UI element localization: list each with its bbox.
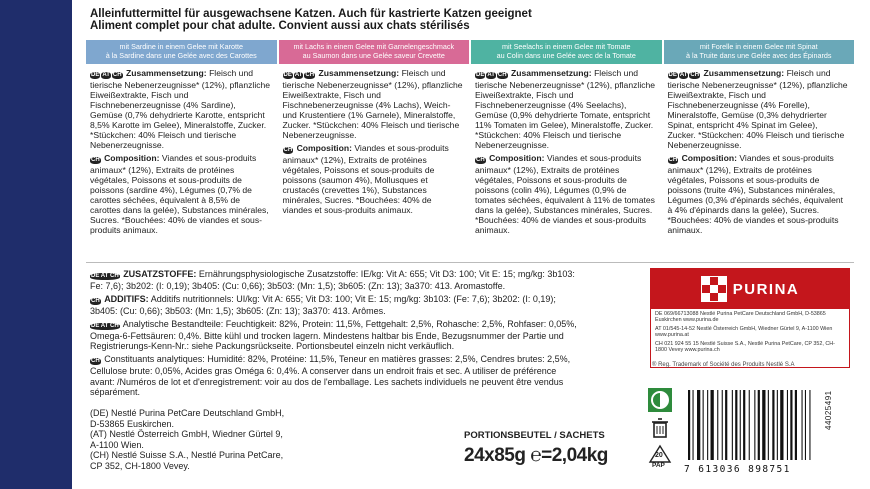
- country-flags: [90, 70, 124, 80]
- product-header: [90, 8, 532, 32]
- flag-at-icon: AT: [102, 72, 110, 78]
- flag-ch-icon: CH: [690, 72, 700, 78]
- barcode-bar: [790, 390, 792, 460]
- recycle-label: PAP: [652, 462, 665, 469]
- variety-band-de: mit Sardine in einem Gelee mit Karotte: [119, 42, 243, 51]
- address-line: A-1100 Wien.: [90, 439, 144, 450]
- barcode-bar: [711, 390, 714, 460]
- composition-label-fr: Composition:: [681, 153, 737, 163]
- variety-composition: [86, 64, 277, 238]
- purina-contact-box: [650, 268, 850, 368]
- composition-label-de: Zusammensetzung:: [125, 68, 207, 78]
- address-line: (DE) Nestlé Purina PetCare Deutschland GmbH,: [90, 408, 285, 418]
- flag-ch-icon: CH: [112, 72, 122, 78]
- barcode-bar: [743, 390, 745, 460]
- variety-band: [471, 40, 662, 64]
- section-divider: [86, 262, 854, 263]
- barcode-number: 7 613036 898751: [684, 464, 791, 475]
- country-flags: [283, 70, 317, 80]
- flag-ch-icon: CH: [668, 157, 678, 163]
- variety-band-de: mit Lachs in einem Gelee mit Garnelengeschmack: [293, 42, 455, 51]
- variety-column-salmon: [279, 40, 470, 258]
- country-flags: [668, 70, 702, 80]
- barcode-bar: [802, 390, 803, 460]
- additives-section: [90, 269, 580, 399]
- purina-logo: [651, 269, 849, 309]
- flag-ch-icon: CH: [283, 147, 293, 153]
- variety-column-coalfish: [471, 40, 662, 258]
- barcode-bar: [735, 390, 737, 460]
- address-line: (CH) Nestlé Suisse S.A., Nestlé Purina PetCare,: [90, 450, 284, 461]
- composition-text-de: Fleisch und tierische Nebenerzeugnisse* (12%), pflanzliche Eiweißextrakte, Fisch und Fischnebenerzeugnisse (4% Lachs), Weich- und Krustentiere (1% Garnele), Mineralstoffe, Zucker. *Stückchen: 40% Fleisch und tierische Nebenerzeugnisse.: [282, 68, 463, 140]
- additives-label-fr: ADDITIFS:: [104, 293, 149, 304]
- barcode-bar: [732, 390, 733, 460]
- composition-text-fr: Viandes et sous-produits animaux* (12%), Extraits de protéines végétales, Poissons et sous-produits de poissons (sardine 4%), Légumes (0,7% de carottes séchées, équivalent à 8,5% de carottes dans la gelée), Substances minérales, Sucres. *Bouchées: 40% de viandes et sous-produits animaux.: [90, 153, 269, 235]
- barcode-bar: [703, 390, 704, 460]
- label-panel: [72, 0, 870, 489]
- bin-disposal-icon: [648, 416, 672, 440]
- manufacturer-address: [90, 408, 430, 472]
- barcode-bar: [777, 390, 778, 460]
- composition-label-fr: Composition:: [104, 153, 160, 163]
- header-fr: Aliment complet pour chat adulte. Convient aussi aux chats stérilisés: [90, 20, 470, 32]
- composition-label-fr: Composition:: [296, 143, 352, 153]
- flag-at-icon: AT: [294, 72, 303, 78]
- flag-group-icon: DE AT CH: [91, 322, 119, 329]
- flag-de-icon: DE: [476, 72, 485, 78]
- barcode-bar: [780, 390, 783, 460]
- address-line: (AT) Nestlé Österreich GmbH, Wiedner Gürtel 9,: [90, 429, 283, 440]
- flag-ch-icon: CH: [91, 157, 100, 163]
- header-de: Alleinfuttermittel für ausgewachsene Katzen. Auch für kastrierte Katzen geeignet: [90, 8, 532, 20]
- barcode-bar: [758, 390, 760, 460]
- barcode-bar: [795, 390, 797, 460]
- variety-columns: [86, 40, 854, 258]
- barcode-bar: [754, 390, 755, 460]
- barcode-bar: [697, 390, 700, 460]
- barcode-bar: [809, 390, 810, 460]
- flag-ch-icon: CH: [476, 157, 485, 163]
- variety-composition: [664, 64, 855, 238]
- analysis-text-de: Analytische Bestandteile: Feuchtigkeit: 82%, Protein: 11,5%, Fettgehalt: 2,5%, Rohasche: 2,5%, Rohfaser: 0,05%, Omega-6-Fettsäuren: 0,4%. Bitte kühl und trocken lagern. Mindestens haltbar bis Ende, Bezugsnummer der Partie und Registrierungs-Kenn-Nr.: siehe Packungsrückseite. Portionsbeutel einzeln nicht verkäuflich.: [90, 318, 577, 352]
- flag-de-icon: DE: [91, 72, 100, 78]
- analysis-text-fr: Constituants analytiques: Humidité: 82%, Protéine: 11,5%, Teneur en matières grasses: 2,5%, Cendres brutes: 2,5%, Cellulose brute: 0,05%, Acides gras Oméga 6: 0,4%. A conserver dans un endroit frais et sec. A utiliser de préférence avant: /Numéros de lot et d'enregistrement: voir au dos de l'emballage. Les sachets individuels ne peuvent être vendus séparément.: [90, 353, 571, 398]
- variety-band: [664, 40, 855, 64]
- variety-column-sardine: [86, 40, 277, 258]
- flag-ch-icon: CH: [91, 297, 100, 304]
- variety-band-fr: au Colin dans une Gelée avec de la Tomate: [496, 50, 636, 60]
- barcode-bar: [740, 390, 741, 460]
- barcode-bar: [722, 390, 723, 460]
- variety-band: [279, 40, 470, 64]
- barcode-bar: [717, 390, 718, 460]
- recycle-code: 20: [655, 452, 663, 459]
- composition-text-de: Fleisch und tierische Nebenerzeugnisse* (12%), pflanzliche Eiweißextrakte, Fisch und Fischnebenerzeugnisse (4% Seelachs), Gemüse (0,9% dehydrierte Tomate, entspricht 11% Tomaten im Gelee), Mineralstoffe, Zucker. *Stückchen: 40% Fleisch und tierische Nebenerzeugnisse.: [475, 68, 656, 150]
- disposal-icons: [648, 388, 678, 472]
- net-quantity: 24x85g ℮=2,04kg: [464, 445, 608, 466]
- composition-label-fr: Composition:: [489, 153, 545, 163]
- side-article-code: 44025491: [824, 390, 833, 430]
- flag-group-icon: DE AT CH: [91, 273, 119, 279]
- trademark-note: ® Reg. Trademark of Société des Produits Nestlé S.A: [652, 362, 795, 368]
- variety-column-trout: [664, 40, 855, 258]
- flag-ch-icon: CH: [305, 72, 315, 78]
- flag-at-icon: AT: [487, 72, 495, 78]
- flag-de-icon: DE: [283, 72, 292, 78]
- barcode-bar: [693, 390, 694, 460]
- composition-text-fr: Viandes et sous-produits animaux* (12%), Extraits de protéines végétales, Poissons et sous-produits de poissons (colin 4%), Légumes (0,9% de tomates séchées, équivalent à 11% de tomates dans la gelée), Substances minérales, Sucres. *Bouchées: 40% de viandes et sous-produits animaux.: [475, 153, 655, 235]
- barcode-bar: [787, 390, 788, 460]
- variety-band-fr: au Saumon dans une Gelée saveur Crevette: [302, 50, 445, 60]
- additives-text-de: Ernährungsphysiologische Zusatzstoffe: IE/kg: Vit A: 655; Vit D3: 100; Vit E: 15; mg/kg: 3b103: Fe: 7,6); 3b202: (I: 0,19); 3b405: (Cu: 0,66); 3b503: (Mn: 1,5); 3b605: (Zn: 13); 3a370: 413. Aromastoffe.: [90, 269, 575, 292]
- variety-band-de: mit Forelle in einem Gelee mit Spinat: [699, 42, 818, 51]
- variety-band: [86, 40, 277, 64]
- green-dot-icon: [648, 388, 672, 412]
- contact-ch: CH 021 924 55 15 Nestlé Suisse S.A., Nestlé Purina PetCare, CP 352, CH-1800 Vevey www.purina.ch: [655, 340, 835, 354]
- variety-composition: [279, 64, 470, 218]
- composition-label-de: Zusammensetzung:: [318, 68, 400, 78]
- contact-de: DE 069/66713088 Nestlé Purina PetCare Deutschland GmbH, D-53865 Euskirchen www.purina.de: [655, 311, 826, 324]
- composition-text-fr: Viandes et sous-produits animaux* (12%), Extraits de protéines végétales, Poissons et sous-produits de poissons (saumon 4%), Mollusques et crustacés (crevettes 1%), Substances minérales, Sucres. *Bouchées: 40% de viandes et sous-produits animaux.: [282, 143, 449, 215]
- flag-ch-icon: CH: [497, 72, 507, 78]
- composition-text-de: Fleisch und tierische Nebenerzeugnisse* (12%), pflanzliche Eiweißextrakte, Fisch und Fischnebenerzeugnisse (4% Forelle), Mineralstoffe, Gemüse (0,3% dehydrierter Spinat, entspricht 4% Spinat im Gelee), Zucker. *Stückchen: 40% Fleisch und tierische Nebenerzeugnisse.: [667, 68, 848, 150]
- flag-at-icon: AT: [679, 72, 688, 78]
- variety-band-fr: à la Sardine dans une Gelée avec des Carottes: [105, 50, 257, 60]
- portion-label: PORTIONSBEUTEL / SACHETS: [464, 430, 605, 441]
- barcode-bar: [725, 390, 727, 460]
- variety-composition: [471, 64, 662, 238]
- address-line: CP 352, CH-1800 Vevey.: [90, 460, 190, 471]
- barcode-bar: [768, 390, 769, 460]
- barcode-bar: [772, 390, 774, 460]
- barcode-bar: [749, 390, 750, 460]
- checkerboard-icon: [701, 276, 727, 302]
- barcode-bar: [762, 390, 765, 460]
- composition-label-de: Zusammensetzung:: [703, 68, 785, 78]
- barcode-bar: [707, 390, 708, 460]
- country-flags: [475, 70, 509, 80]
- composition-text-fr: Viandes et sous-produits animaux* (12%), Extraits de protéines végétales, Poissons et sous-produits de poissons (truite 4%), Substances minérales, Légumes (0,3% d'épinards séchés, équivalent à 4% d'épinards dans la gelée), Sucres. *Bouchées: 40% de viandes et sous-produits animaux.: [667, 153, 844, 235]
- barcode-bar: [688, 390, 690, 460]
- recycle-pap-icon: [648, 444, 672, 468]
- variety-band-de: mit Seelachs in einem Gelee mit Tomate: [502, 42, 631, 51]
- flag-ch-icon: CH: [91, 357, 100, 364]
- composition-label-de: Zusammensetzung:: [510, 68, 592, 78]
- brand-name: PURINA: [732, 280, 800, 298]
- additives-text-fr: Additifs nutritionnels: UI/kg: Vit A: 655; Vit D3: 100; Vit E: 15; mg/kg: 3b103: (Fe: 7,6); 3b202: (I: 0,19); 3b405: (Cu: 0,66); 3b503: (Mn: 1,5); 3b605: (Zn: 13); 3a370: 413. Arômes.: [90, 293, 556, 317]
- flag-de-icon: DE: [668, 72, 677, 78]
- contact-list: [651, 309, 849, 357]
- contact-at: AT 01/545-14-52 Nestlé Österreich GmbH, Wiedner Gürtel 9, A-1100 Wien www.purina.at: [655, 325, 833, 339]
- portion-info: [464, 430, 644, 467]
- variety-band-fr: à la Truite dans une Gelée avec des Épinards: [686, 50, 832, 60]
- additives-label-de: ZUSATZSTOFFE:: [123, 269, 197, 279]
- address-line: D-53865 Euskirchen.: [90, 418, 175, 429]
- composition-text-de: Fleisch und tierische Nebenerzeugnisse* (12%), pflanzliche Eiweißextrakte, Fisch und Fischnebenerzeugnisse (4% Sardine), Gemüse (0,7% dehydrierte Karotte, entspricht 8,5% Karotte im Gelee), Mineralstoffe, Zucker. *Stückchen: 40% Fleisch und tierische Nebenerzeugnisse.: [90, 68, 271, 150]
- barcode-bar: [805, 390, 806, 460]
